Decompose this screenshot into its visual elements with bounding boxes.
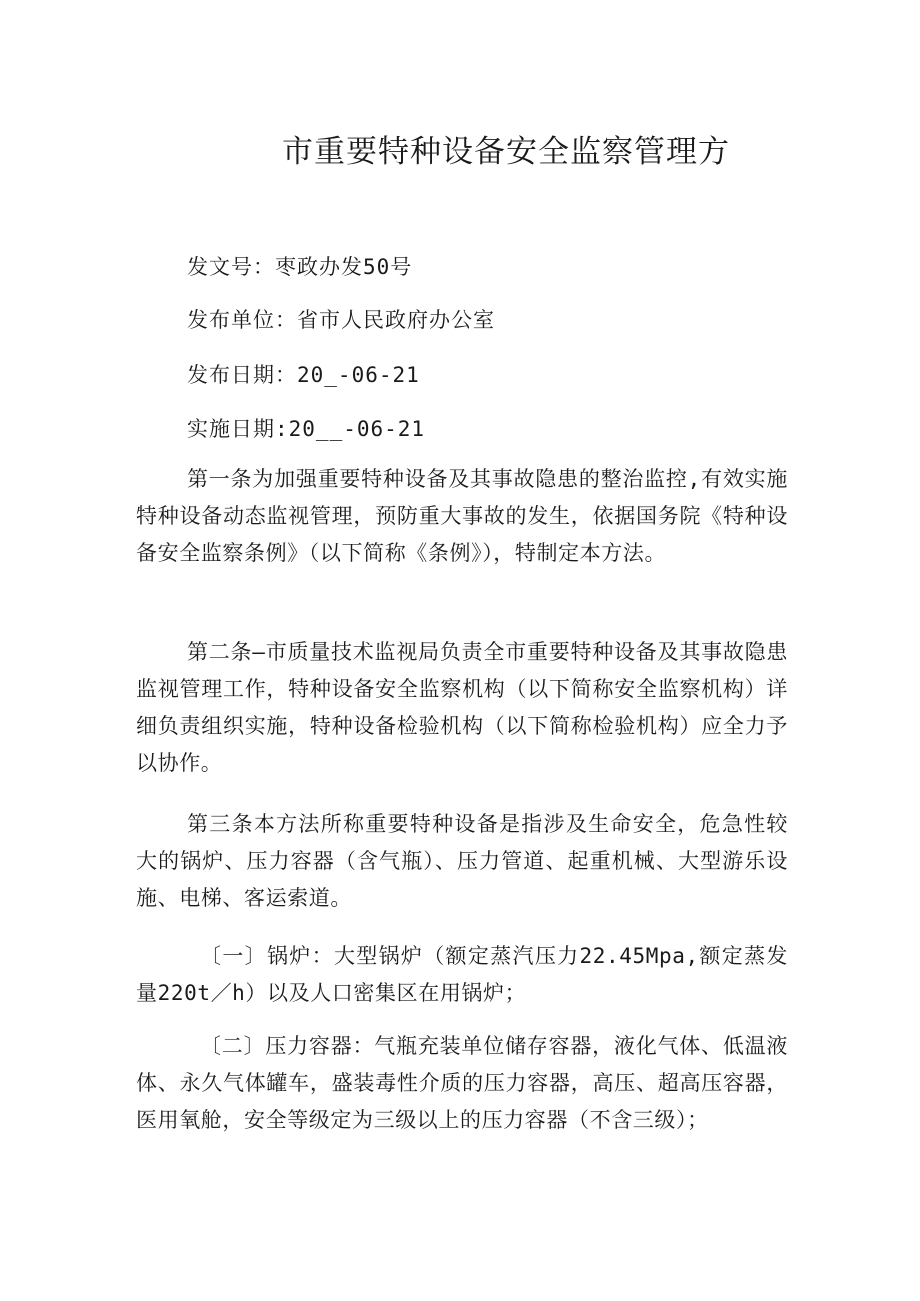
issuer-line: 发布单位：省市人民政府办公室	[187, 308, 495, 332]
document-title: 市重要特种设备安全监察管理方	[282, 134, 730, 170]
item-1-boilers-paragraph: 〔一〕锅炉：大型锅炉（额定蒸汽压力22.45Mpa,额定蒸发量220t／h）以及人口密集区在用锅炉；	[136, 944, 788, 1005]
effective-date-line: 实施日期:20__-06-21	[187, 417, 426, 441]
article-1-paragraph: 第一条为加强重要特种设备及其事故隐患的整治监控,有效实施特种设备动态监视管理，预防重大事故的发生，依据国务院《特种设备安全监察条例》（以下简称《条例》），特制定本方法。	[136, 467, 788, 565]
article-3-paragraph: 第三条本方法所称重要特种设备是指涉及生命安全，危急性较大的锅炉、压力容器（含气瓶）、压力管道、起重机械、大型游乐设施、电梯、客运索道。	[136, 812, 788, 910]
article-2-paragraph: 第二条—市质量技术监视局负责全市重要特种设备及其事故隐患监视管理工作，特种设备安全监察机构（以下简称安全监察机构）详细负责组织实施，特种设备检验机构（以下简称检验机构）应全力予以协作。	[136, 640, 788, 775]
item-2-pressure-vessels-paragraph: 〔二〕压力容器：气瓶充装单位储存容器，液化气体、低温液体、永久气体罐车，盛装毒性介质的压力容器，高压、超高压容器，医用氧舱，安全等级定为三级以上的压力容器（不含三级）；	[136, 1034, 788, 1132]
doc-number-line: 发文号：枣政办发50号	[187, 255, 413, 279]
publish-date-line: 发布日期：20_-06-21	[187, 363, 420, 387]
